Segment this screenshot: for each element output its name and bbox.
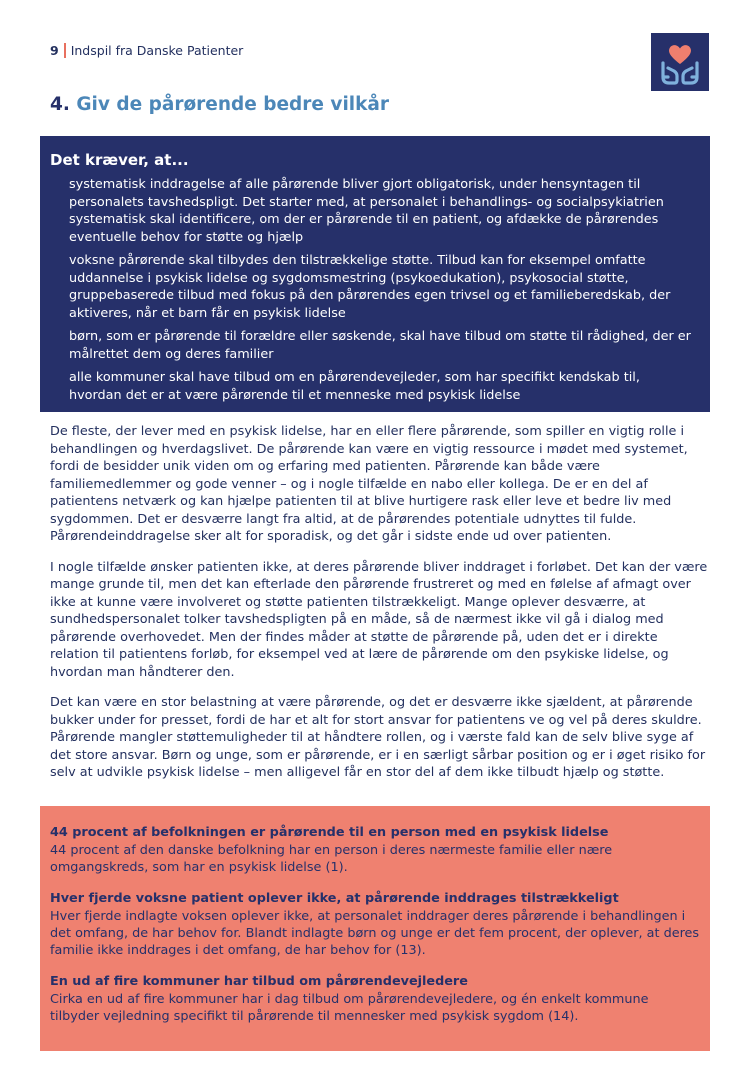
body-paragraph: Det kan være en stor belastning at være pårørende, og det er desværre ikke sjældent, at pårørende bukker under for presset, fordi de har et alt for stort ansvar for patientens ve og vel på deres skuldre. Pårørende mangler støttemuligheder til at håndtere rollen, og i værste fald kan de selv blive syge af det store ansvar. Børn og unge, som er pårørende, er i en særligt sårbar position og er i øget risiko for selv at udvikle psykisk lidelse – men alligevel får en stor del af dem ikke tilbudt hjælp og støtte. xyxy=(50,695,706,780)
section-number: 4. xyxy=(50,94,70,115)
facts-box xyxy=(40,806,710,1051)
fact-title: 44 procent af befolkningen er pårørende til en person med en psykisk lidelse xyxy=(50,825,609,840)
body-paragraph: De fleste, der lever med en psykisk lidelse, har en eller flere pårørende, som spiller en vigtig rolle i behandlingen og hverdagslivet. De pårørende kan være en vigtig ressource i mødet med systemet, fordi de besidder unik viden om og erfaring med patienten. Pårørende kan både være familiemedlemmer og gode venner – og i nogle tilfælde en nabo eller kollega. De er en del af patientens netværk og kan hjælpe patienten til at blive hurtigere rask eller leve et bedre liv med sygdommen. Det er desværre langt fra altid, at de pårørendes potentiale udnyttes til fulde. Pårørendeinddragelse sker alt for sporadisk, og det går i sidste ende ud over patienten. xyxy=(50,424,688,544)
page-header xyxy=(50,43,243,58)
fact-title: En ud af fire kommuner har tilbud om pårørendevejledere xyxy=(50,974,468,989)
demands-heading: Det kræver, at... xyxy=(50,151,189,169)
fact-text: Hver fjerde indlagte voksen oplever ikke, at personalet inddrager deres pårørende i behandlingen i det omfang, de har behov for. Blandt indlagte børn og unge er det fem procent, der oplever, at deres familie ikke inddrages i det omfang, de har behov for (13). xyxy=(50,909,700,958)
fact-item xyxy=(50,890,700,959)
heart-hands-icon xyxy=(651,33,709,91)
header-divider xyxy=(64,43,66,58)
demands-list xyxy=(50,176,692,404)
fact-text: 44 procent af den danske befolkning har en person i deres nærmeste familie eller nære omgangskreds, som har en psykisk lidelse (1). xyxy=(50,843,613,875)
demand-item: alle kommuner skal have tilbud om en pårørendevejleder, som har specifikt kendskab til, hvordan det er at være pårørende til et menneske med psykisk lidelse xyxy=(69,370,640,403)
fact-title: Hver fjerde voksne patient oplever ikke, at pårørende inddrages tilstrækkeligt xyxy=(50,891,619,906)
fact-item xyxy=(50,973,700,1025)
demand-item: systematisk inddragelse af alle pårørende bliver gjort obligatorisk, under hensyntagen til personalets tavshedspligt. Det starter med, at personalet i behandlings- og socialpsykiatrien systematisk skal identificere, om der er pårørende til en patient, og afdække de pårørendes eventuelle behov for støtte og hjælp xyxy=(69,177,664,245)
body-text xyxy=(50,423,710,795)
header-title: Indspil fra Danske Patienter xyxy=(70,43,244,58)
demands-box xyxy=(40,136,710,412)
fact-item xyxy=(50,824,700,876)
body-paragraph: I nogle tilfælde ønsker patienten ikke, at deres pårørende bliver inddraget i forløbet. Det kan der være mange grunde til, men det kan efterlade den pårørende frustreret og med en følelse af afmagt over ikke at kunne være involveret og støtte patienten tilstrækkeligt. Mange oplever desværre, at sundhedspersonalet tolker tavshedspligten på en måde, så de nærmest ikke vil gå i dialog med pårørende overhovedet. Men der findes måder at støtte de pårørende på, uden det er i direkte relation til patientens forløb, for eksempel ved at lære de pårørende om den psykiske lidelse, og hvordan man håndterer den. xyxy=(50,559,708,680)
section-title: Giv de pårørende bedre vilkår xyxy=(76,94,390,115)
section-heading xyxy=(50,94,389,115)
demand-item: børn, som er pårørende til forældre eller søskende, skal have tilbud om støtte til rådighed, der er målrettet dem og deres familier xyxy=(69,329,691,362)
fact-text: Cirka en ud af fire kommuner har i dag tilbud om pårørendevejledere, og én enkelt kommune tilbyder vejledning specifikt til pårørende til mennesker med psykisk sygdom (14). xyxy=(50,992,649,1024)
page-number: 9 xyxy=(50,43,59,58)
demand-item: voksne pårørende skal tilbydes den tilstrækkelige støtte. Tilbud kan for eksempel omfatte uddannelse i psykisk lidelse og sygdomsmestring (psykoedukation), psykosocial støtte, gruppebaserede tilbud med fokus på den pårørendes egen trivsel og et familieberedskab, der aktiveres, når et barn får en psykisk lidelse xyxy=(69,253,671,321)
